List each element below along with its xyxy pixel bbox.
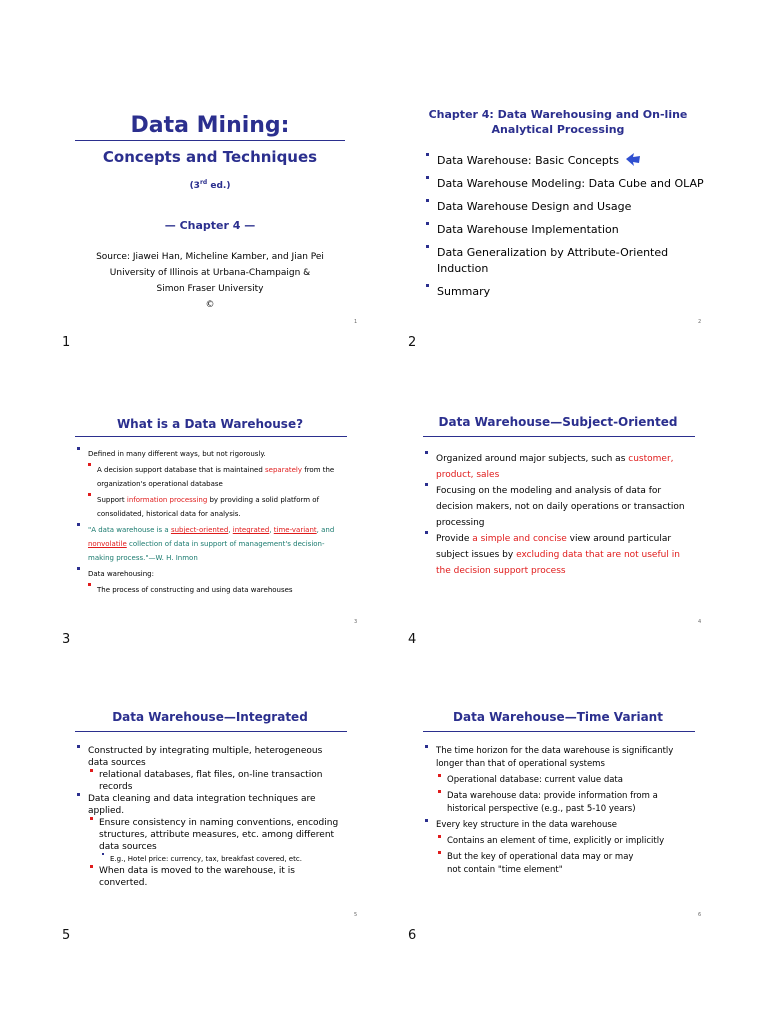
term-nonvolatile: nonvolatile [88,540,127,548]
sub-bullet: When data is moved to the warehouse, it is converted. [90,865,345,889]
title-divider [75,731,347,732]
bullet-item: Defined in many different ways, but not rigorously. [77,447,342,461]
content-list [77,745,345,889]
page-number: 4 [408,632,417,647]
text: Support [97,496,127,504]
sub-bullet: relational databases, flat files, on-line transaction records [90,769,345,793]
text: , and [316,526,335,534]
sub-bullet: Contains an element of time, explicitly or implicitly [438,835,693,848]
content-list [425,451,690,579]
sub-sub-list [90,853,345,865]
slide-4 [408,395,708,643]
title-divider [423,436,695,437]
slide-6-title: Data Warehouse—Time Variant [453,710,663,724]
title-divider [75,140,345,141]
pointer-arrow-icon [626,153,640,166]
slide-1-subtitle: Concepts and Techniques [102,148,318,166]
bullet-item: The time horizon for the data warehouse is significantly longer than that of operational systems [425,745,693,771]
bullet-item [425,451,690,483]
bullet-item: Data warehousing: [77,567,342,581]
slide-5 [60,690,360,938]
page-number: 6 [408,928,417,943]
sub-bullet: The process of constructing and using data warehouses [88,583,342,597]
slide-number: 4 [698,619,702,625]
slide-4-title: Data Warehouse—Subject-Oriented [438,415,678,429]
slide-5-title: Data Warehouse—Integrated [112,710,308,724]
highlight-text: information processing [126,496,208,504]
highlight-text: excluding data that are not useful in the decision support process [436,550,680,576]
slide-number: 6 [698,912,702,918]
agenda-item: Summary [426,284,711,300]
bullet-item: Focusing on the modeling and analysis of data for decision makers, not on daily operations or transaction processing [425,483,690,531]
title-divider [423,731,695,732]
source-block [60,249,360,313]
slide-6 [408,690,708,938]
term-integrated: integrated [232,526,270,534]
sub-bullet: Data warehouse data: provide information from a historical perspective (e.g., past 5-10 years) [438,790,693,816]
sub-bullet [88,463,342,491]
sub-sub-bullet: E.g., Hotel price: currency, tax, breakfast covered, etc. [102,853,345,865]
content-list [77,447,342,597]
sub-list [77,583,342,597]
slide-1-title: Data Mining: [130,113,290,138]
edition-superscript: rd [199,179,208,186]
highlight-text: customer, product, sales [436,454,674,480]
source-line: Source: Jiawei Han, Micheline Kamber, and Jian Pei [96,252,324,262]
copyright: © [205,300,215,310]
bullet-item [425,531,690,579]
sub-bullet: Operational database: current value data [438,774,693,787]
text: collection of data in support of management's decision-making process."—W. H. Inmon [88,540,325,562]
highlight-text: separately [265,466,303,474]
chapter-label: — Chapter 4 — [164,219,256,232]
edition-prefix: (3 [189,181,200,191]
agenda-item [426,153,711,169]
text: , [228,526,233,534]
sub-bullet: Ensure consistency in naming conventions, encoding structures, attribute measures, etc. among different data sources [90,817,345,853]
agenda-item: Data Generalization by Attribute-Oriented Induction [426,245,711,277]
text: by providing a solid platform of consolidated, historical data for analysis. [97,496,320,518]
inmon-quote [77,523,342,565]
page-number: 5 [62,928,71,943]
agenda-item: Data Warehouse Modeling: Data Cube and OLAP [426,176,711,192]
page-number: 3 [62,632,71,647]
page-number: 2 [408,335,417,350]
term-subject-oriented: subject-oriented [170,526,229,534]
text: "A data warehouse is a [88,526,171,534]
slide-number: 1 [354,319,358,325]
sub-list [425,774,693,816]
slide-2-title: Chapter 4: Data Warehousing and On-line Analytical Processing [428,108,688,136]
title-divider [75,436,347,437]
sub-bullet: But the key of operational data may or may not contain "time element" [438,851,693,877]
edition-suffix: ed.) [207,181,231,191]
highlight-text: a simple and concise [472,534,567,544]
agenda-item: Data Warehouse Design and Usage [426,199,711,215]
bullet-item: Every key structure in the data warehouse [425,819,693,832]
sub-list [77,463,342,521]
text: A decision support database that is maintained [97,466,266,474]
text: Provide [436,534,473,544]
page-number: 1 [62,335,71,350]
sub-bullet [88,493,342,521]
text: from the organization's operational database [97,466,335,488]
bullet-item: Constructed by integrating multiple, heterogeneous data sources [77,745,345,769]
slide-3-title: What is a Data Warehouse? [116,417,304,431]
agenda-item-label: Data Warehouse: Basic Concepts [437,154,619,167]
slide-1 [60,85,360,333]
sub-list [425,835,693,877]
sub-list [77,769,345,793]
bullet-item: Data cleaning and data integration techniques are applied. [77,793,345,817]
edition [60,179,360,191]
text: Organized around major subjects, such as [436,454,629,464]
slide-2 [408,85,708,333]
slide-number: 2 [698,319,702,325]
slide-number: 3 [354,619,358,625]
agenda-list [426,153,711,300]
term-time-variant: time-variant [273,526,317,534]
slide-3 [60,395,360,643]
source-line: University of Illinois at Urbana-Champaign & [109,268,311,278]
source-line: Simon Fraser University [156,284,264,294]
text: view around particular subject issues by [436,534,672,560]
sub-list [77,817,345,889]
slide-number: 5 [354,912,358,918]
content-list [425,745,693,877]
text: , [269,526,274,534]
agenda-item: Data Warehouse Implementation [426,222,711,238]
